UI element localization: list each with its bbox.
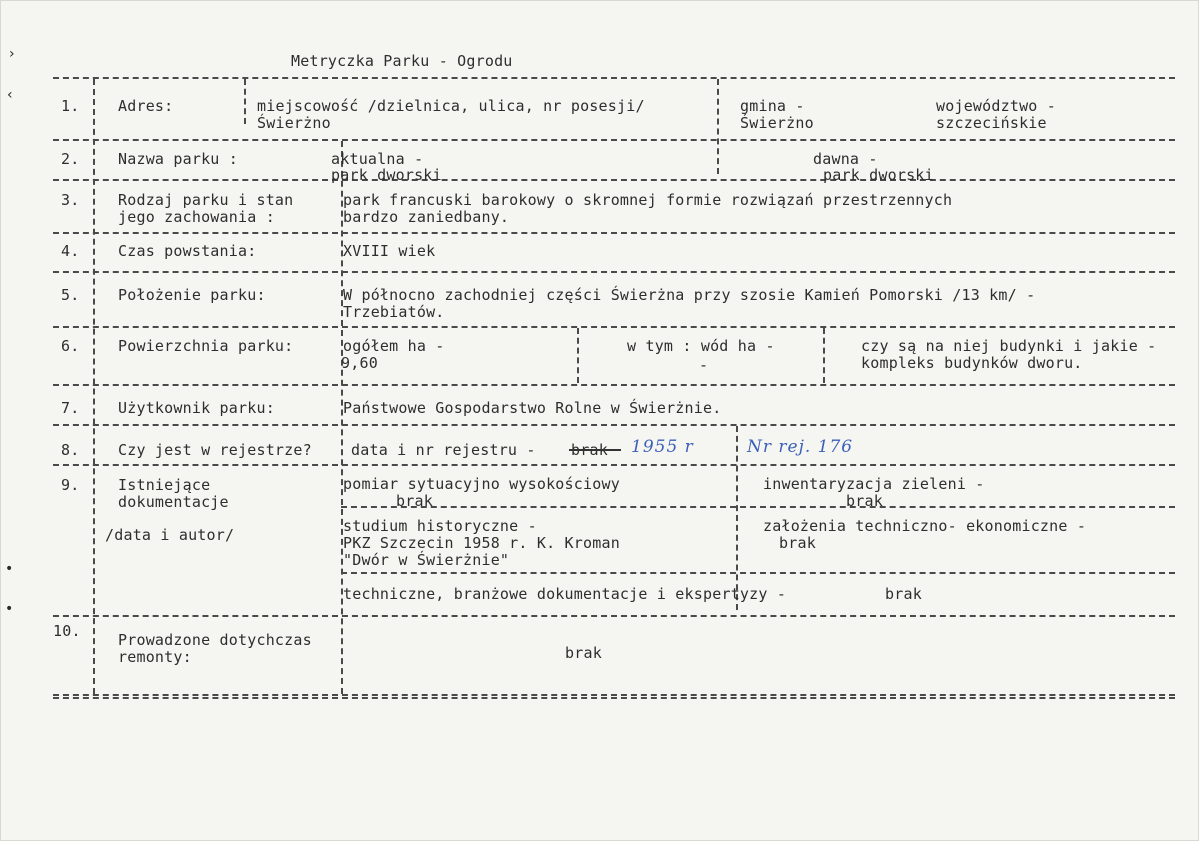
documentation-label: dokumentacje xyxy=(118,493,229,511)
rule-line xyxy=(53,464,1175,466)
row-number: 7. xyxy=(61,399,80,417)
location-label: Położenie parku: xyxy=(118,286,266,304)
row-number: 3. xyxy=(61,191,80,209)
register-value: data i nr rejestru - xyxy=(351,441,536,459)
row-number: 4. xyxy=(61,242,80,260)
rule-line xyxy=(53,615,1175,617)
user-value: Państwowe Gospodarstwo Rolne w Świerżnie. xyxy=(343,399,722,417)
rule-line xyxy=(53,384,1175,386)
row-number: 1. xyxy=(61,97,80,115)
strikethrough xyxy=(569,449,621,451)
row-number: 6. xyxy=(61,337,80,355)
technical-assumptions-label: założenia techniczno- ekonomiczne - xyxy=(763,517,1087,535)
park-type-value: bardzo zaniedbany. xyxy=(343,208,510,226)
water-area-label: w tym : wód ha - xyxy=(627,337,775,355)
renovations-value: brak xyxy=(565,644,602,662)
water-area-value: - xyxy=(699,356,709,374)
user-label: Użytkownik parku: xyxy=(118,399,275,417)
column-line xyxy=(717,79,719,174)
inventory-label: inwentaryzacja zieleni - xyxy=(763,475,985,493)
current-name-value: park dworski xyxy=(331,166,442,184)
voivodeship-value: szczecińskie xyxy=(936,114,1047,132)
total-area-value: 9,60 xyxy=(341,354,378,372)
rule-line xyxy=(53,694,1175,696)
row-number: 2. xyxy=(61,150,80,168)
column-line xyxy=(736,426,738,610)
documentation-label: /data i autor/ xyxy=(105,526,235,544)
technical-assumptions-value: brak xyxy=(779,534,816,552)
rule-line xyxy=(53,139,1175,141)
handwritten-year: 1955 r xyxy=(631,437,694,457)
address-label: Adres: xyxy=(118,97,174,115)
rule-line xyxy=(53,326,1175,328)
register-label: Czy jest w rejestrze? xyxy=(118,441,312,459)
creation-time-label: Czas powstania: xyxy=(118,242,257,260)
inventory-value: brak xyxy=(846,492,883,510)
documentation-label: Istniejące xyxy=(118,476,211,494)
rule-line xyxy=(53,232,1175,234)
survey-label: pomiar sytuacyjno wysokościowy xyxy=(343,475,620,493)
rule-line xyxy=(53,424,1175,426)
register-struck-value: brak xyxy=(571,441,608,459)
row-number: 9. xyxy=(61,476,80,494)
column-line xyxy=(93,79,95,694)
former-name-label: dawna - xyxy=(813,150,878,168)
location-value: Trzebiatów. xyxy=(343,303,445,321)
creation-time-value: XVIII wiek xyxy=(343,242,436,260)
column-line xyxy=(244,79,246,124)
buildings-value: kompleks budynków dworu. xyxy=(861,354,1083,372)
park-type-value: park francuski barokowy o skromnej formie rozwiązań przestrzennych xyxy=(343,191,953,209)
rule-line xyxy=(53,697,1175,699)
rule-line xyxy=(341,506,1175,508)
renovations-label: remonty: xyxy=(118,648,192,666)
margin-mark-icon: ‹ xyxy=(7,87,13,103)
buildings-label: czy są na niej budynki i jakie - xyxy=(861,337,1157,355)
area-label: Powierzchnia parku: xyxy=(118,337,294,355)
row-number: 5. xyxy=(61,286,80,304)
row-number: 10. xyxy=(53,622,81,640)
margin-mark-icon: • xyxy=(5,561,14,577)
other-documentation-label: techniczne, branżowe dokumentacje i ekspertyzy - xyxy=(343,585,787,603)
history-study-label: studium historyczne - xyxy=(343,517,537,535)
document-title: Metryczka Parku - Ogrodu xyxy=(291,52,513,70)
gmina-label: gmina - xyxy=(740,97,805,115)
history-study-value: "Dwór w Świerżnie" xyxy=(343,551,510,569)
margin-mark-icon: • xyxy=(5,601,14,617)
former-name-value: park dworski xyxy=(823,166,934,184)
locality-value: Świerżno xyxy=(257,114,331,132)
park-type-label: jego zachowania : xyxy=(118,208,275,226)
locality-label: miejscowość /dzielnica, ulica, nr posesji/ xyxy=(257,97,645,115)
other-documentation-value: brak xyxy=(885,585,922,603)
row-number: 8. xyxy=(61,441,80,459)
gmina-value: Świerżno xyxy=(740,114,814,132)
survey-value: brak xyxy=(396,492,433,510)
park-type-label: Rodzaj parku i stan xyxy=(118,191,294,209)
rule-line xyxy=(53,77,1175,79)
park-name-label: Nazwa parku : xyxy=(118,150,238,168)
rule-line xyxy=(341,572,1175,574)
rule-line xyxy=(53,179,1175,181)
total-area-label: ogółem ha - xyxy=(343,337,445,355)
margin-mark-icon: › xyxy=(9,46,15,62)
handwritten-register-number: Nr rej. 176 xyxy=(747,437,854,457)
history-study-value: PKZ Szczecin 1958 r. K. Kroman xyxy=(343,534,620,552)
location-value: W północno zachodniej części Świerżna przy szosie Kamień Pomorski /13 km/ - xyxy=(343,286,1036,304)
column-line xyxy=(823,328,825,383)
renovations-label: Prowadzone dotychczas xyxy=(118,631,312,649)
current-name-label: aktualna - xyxy=(331,150,424,168)
column-line xyxy=(577,328,579,383)
voivodeship-label: województwo - xyxy=(936,97,1056,115)
rule-line xyxy=(53,271,1175,273)
